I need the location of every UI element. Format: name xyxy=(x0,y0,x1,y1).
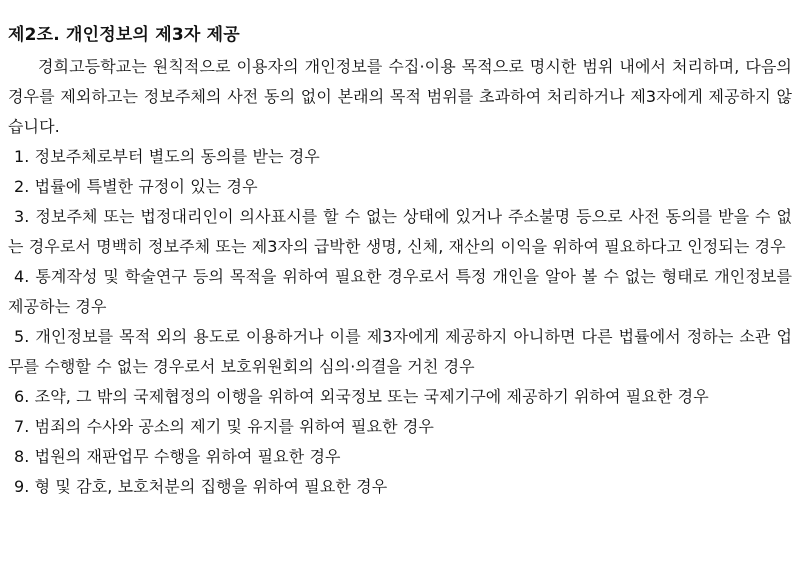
provision-item-7 xyxy=(8,412,792,442)
provision-item-2 xyxy=(8,172,792,202)
item-number: 4. xyxy=(14,267,30,286)
item-text: 정보주체로부터 별도의 동의를 받는 경우 xyxy=(34,147,320,166)
provision-item-5 xyxy=(8,322,792,382)
item-number: 3. xyxy=(14,207,30,226)
item-text: 법률에 특별한 규정이 있는 경우 xyxy=(34,177,258,196)
item-number: 7. xyxy=(14,417,30,436)
item-number: 5. xyxy=(14,327,30,346)
provision-item-6 xyxy=(8,382,792,412)
provision-item-3 xyxy=(8,202,792,262)
provision-item-4 xyxy=(8,262,792,322)
provision-item-9 xyxy=(8,472,792,502)
item-number: 8. xyxy=(14,447,30,466)
article-title: 제2조. 개인정보의 제3자 제공 xyxy=(8,25,240,45)
item-text: 통계작성 및 학술연구 등의 목적을 위하여 필요한 경우로서 특정 개인을 알아 볼 수 없는 형태로 개인정보를 제공하는 경우 xyxy=(8,267,793,316)
item-text: 범죄의 수사와 공소의 제기 및 유지를 위하여 필요한 경우 xyxy=(34,417,434,436)
item-number: 1. xyxy=(14,147,30,166)
item-text: 정보주체 또는 법정대리인이 의사표시를 할 수 없는 상태에 있거나 주소불명 등으로 사전 동의를 받을 수 없는 경우로서 명백히 정보주체 또는 제3자의 급박한 생명, 신체, 재산의 이익을 위하여 필요하다고 인정되는 경우 xyxy=(8,207,793,256)
provision-list xyxy=(8,142,792,502)
item-number: 2. xyxy=(14,177,30,196)
provision-item-8 xyxy=(8,442,792,472)
item-number: 9. xyxy=(14,477,30,496)
item-text: 법원의 재판업무 수행을 위하여 필요한 경우 xyxy=(34,447,341,466)
article-intro: 경희고등학교는 원칙적으로 이용자의 개인정보를 수집·이용 목적으로 명시한 범위 내에서 처리하며, 다음의 경우를 제외하고는 정보주체의 사전 동의 없이 본래의 목적 범위를 초과하여 처리하거나 제3자에게 제공하지 않습니다. xyxy=(8,57,792,136)
item-number: 6. xyxy=(14,387,30,406)
item-text: 형 및 감호, 보호처분의 집행을 위하여 필요한 경우 xyxy=(34,477,388,496)
provision-item-1 xyxy=(8,142,792,172)
item-text: 조약, 그 밖의 국제협정의 이행을 위하여 외국정보 또는 국제기구에 제공하기 위하여 필요한 경우 xyxy=(34,387,709,406)
item-text: 개인정보를 목적 외의 용도로 이용하거나 이를 제3자에게 제공하지 아니하면 다른 법률에서 정하는 소관 업무를 수행할 수 없는 경우로서 보호위원회의 심의·의결을 거친 경우 xyxy=(8,327,792,376)
